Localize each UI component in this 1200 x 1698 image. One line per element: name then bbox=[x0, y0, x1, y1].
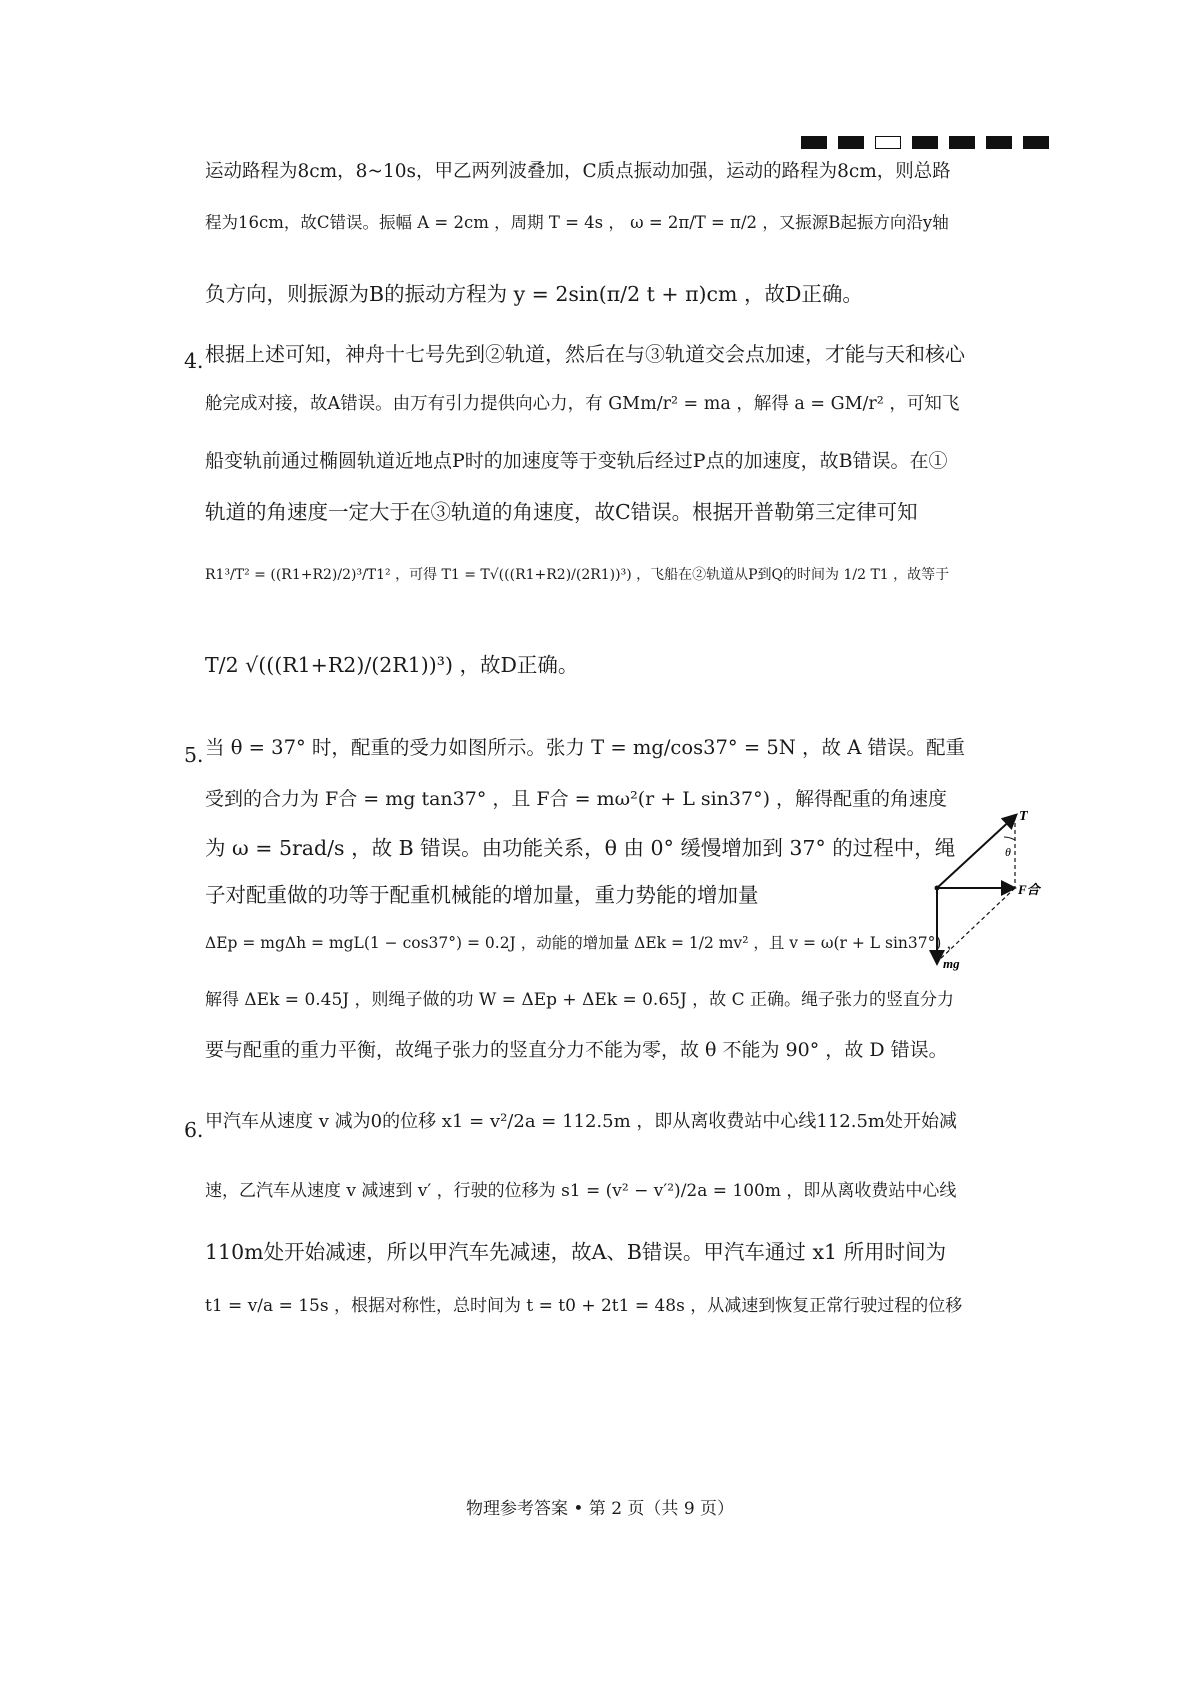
q5-number: 5． bbox=[184, 743, 218, 767]
force-diagram bbox=[935, 809, 1040, 971]
q4-line-4: 轨道的角速度一定大于在③轨道的角速度，故C错误。根据开普勒第三定律可知 bbox=[205, 500, 918, 524]
net-force-label: F合 bbox=[1018, 882, 1040, 897]
filled-marker bbox=[912, 136, 938, 149]
q5-line-7: 要与配重的重力平衡，故绳子张力的竖直分力不能为零，故 θ 不能为 90° ，故 D 错误。 bbox=[205, 1039, 948, 1061]
page-marker-strip bbox=[801, 136, 1049, 149]
q4-line-3: 船变轨前通过椭圆轨道近地点P时的加速度等于变轨后经过P点的加速度，故B错误。在① bbox=[205, 450, 948, 472]
q5-line-1: 当 θ = 37° 时，配重的受力如图所示。张力 T = mg/cos37° = 5N ，故 A 错误。配重 bbox=[205, 736, 966, 759]
filled-marker bbox=[986, 136, 1012, 149]
q5-line-6: 解得 ΔEk = 0.45J ，则绳子做的功 W = ΔEp + ΔEk = 0.65J ，故 C 正确。绳子张力的竖直分力 bbox=[205, 990, 954, 1010]
gravity-label: mg bbox=[943, 956, 960, 971]
q3-line-1: 运动路程为8cm，8~10s，甲乙两列波叠加，C质点振动加强，运动的路程为8cm，则总路 bbox=[205, 161, 951, 182]
q5-line-2: 受到的合力为 F合 = mg tan37° ，且 F合 = mω²(r + L sin37°) ，解得配重的角速度 bbox=[205, 788, 948, 810]
page-footer: 物理参考答案 • 第 2 页（共 9 页） bbox=[465, 1499, 735, 1519]
q4-line-6: T/2 √(((R1+R2)/(2R1))³) ，故D正确。 bbox=[205, 653, 579, 677]
q6-number: 6． bbox=[184, 1118, 218, 1142]
filled-marker bbox=[801, 136, 827, 149]
diagonal-dashed-line bbox=[937, 888, 1015, 962]
q4-line-2: 舱完成对接，故A错误。由万有引力提供向心力，有 GMm/r² = ma ，解得 a = GM/r² ，可知飞 bbox=[205, 394, 960, 414]
q4-line-1: 根据上述可知，神舟十七号先到②轨道，然后在与③轨道交会点加速，才能与天和核心 bbox=[205, 342, 965, 366]
q6-line-2: 速，乙汽车从速度 v 减速到 v′ ，行驶的位移为 s1 = (v² − v′²)/2a = 100m ，即从离收费站中心线 bbox=[205, 1181, 957, 1201]
mass-point bbox=[935, 886, 940, 891]
q5-line-3: 为 ω = 5rad/s ，故 B 错误。由功能关系，θ 由 0° 缓慢增加到 37° 的过程中，绳 bbox=[205, 836, 956, 860]
q5-line-5: ΔEp = mgΔh = mgL(1 − cos37°) = 0.2J ，动能的增加量 ΔEk = 1/2 mv² ，且 v = ω(r + L sin37°) ， bbox=[205, 934, 962, 952]
filled-marker bbox=[838, 136, 864, 149]
angle-arc bbox=[1004, 837, 1015, 840]
tension-label: T bbox=[1019, 809, 1028, 824]
filled-marker bbox=[949, 136, 975, 149]
tension-vector bbox=[937, 816, 1015, 888]
filled-marker bbox=[1023, 136, 1049, 149]
q3-line-2: 程为16cm，故C错误。振幅 A = 2cm ，周期 T = 4s ， ω = 2π/T = π/2 ，又振源B起振方向沿y轴 bbox=[205, 213, 949, 232]
theta-label: θ bbox=[1005, 845, 1011, 859]
q3-line-3: 负方向，则振源为B的振动方程为 y = 2sin(π/2 t + π)cm ，故D正确。 bbox=[205, 282, 863, 306]
q5-line-4: 子对配重做的功等于配重机械能的增加量，重力势能的增加量 bbox=[205, 883, 759, 907]
q6-line-3: 110m处开始减速，所以甲汽车先减速，故A、B错误。甲汽车通过 x1 所用时间为 bbox=[205, 1240, 947, 1264]
q4-line-5: R1³/T² = ((R1+R2)/2)³/T1² ，可得 T1 = T√(((R1+R2)/(2R1))³) ，飞船在②轨道从P到Q的时间为 1/2 T1 ，故等于 bbox=[205, 567, 950, 583]
hollow-marker bbox=[875, 136, 901, 149]
q4-number: 4． bbox=[184, 349, 218, 373]
q6-line-1: 甲汽车从速度 v 减为0的位移 x1 = v²/2a = 112.5m ，即从离收费站中心线112.5m处开始减 bbox=[205, 1111, 957, 1132]
q6-line-4: t1 = v/a = 15s ，根据对称性，总时间为 t = t0 + 2t1 = 48s ，从减速到恢复正常行驶过程的位移 bbox=[205, 1296, 963, 1316]
